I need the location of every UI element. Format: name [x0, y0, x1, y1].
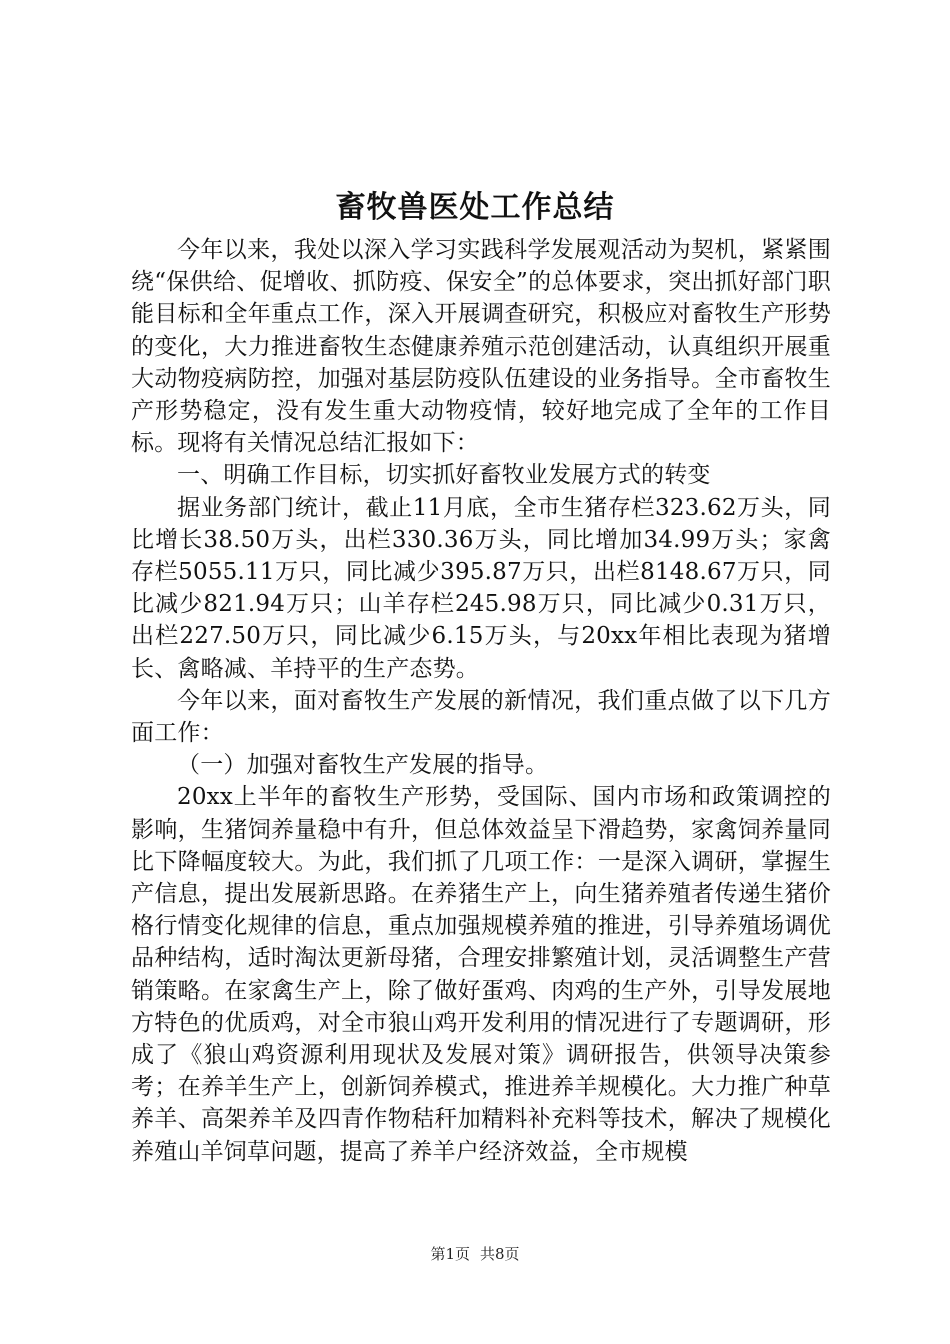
page-total: 共8页: [480, 1245, 520, 1263]
paragraph-statistics: 据业务部门统计，截止11月底，全市生猪存栏323.62万头，同比增长38.50万头，出栏330.36万头，同比增加34.99万头；家禽存栏5055.11万只，同比减少395.87万只，出栏8148.67万只，同比减少821.94万只；山羊存栏245.98万只，同比减少0.31万只，出栏227.50万只，同比减少6.15万头，与20xx年相比表现为猪增长、禽略减、羊持平的生产态势。: [131, 494, 831, 682]
page-footer: [0, 1244, 950, 1264]
section-heading-1: 一、明确工作目标，切实抓好畜牧业发展方式的转变: [177, 462, 711, 489]
paragraph-work-overview: 今年以来，面对畜牧生产发展的新情况，我们重点做了以下几方面工作：: [131, 687, 831, 747]
page-number: 第1页: [430, 1245, 470, 1263]
paragraph-production-guidance: 20xx上半年的畜牧生产形势，受国际、国内市场和政策调控的影响，生猪饲养量稳中有升，但总体效益呈下滑趋势，家禽饲养量同比下降幅度较大。为此，我们抓了几项工作：一是深入调研，掌握生产信息，提出发展新思路。在养猪生产上，向生猪养殖者传递生猪价格行情变化规律的信息，重点加强规模养殖的推进，引导养殖场调优品种结构，适时淘汰更新母猪，合理安排繁殖计划，灵活调整生产营销策略。在家禽生产上，除了做好蛋鸡、肉鸡的生产外，引导发展地方特色的优质鸡，对全市狼山鸡开发利用的情况进行了专题调研，形成了《狼山鸡资源利用现状及发展对策》调研报告，供领导决策参考；在养羊生产上，创新饲养模式，推进养羊规模化。大力推广种草养羊、高架养羊及四青作物秸秆加精料补充料等技术，解决了规模化养殖山羊饲草问题，提高了养羊户经济效益，全市规模: [131, 784, 831, 1165]
paragraph-intro: 今年以来，我处以深入学习实践科学发展观活动为契机，紧紧围绕“保供给、促增收、抓防疫、保安全”的总体要求，突出抓好部门职能目标和全年重点工作，深入开展调查研究，积极应对畜牧生产形势的变化，大力推进畜牧生态健康养殖示范创建活动，认真组织开展重大动物疫病防控，加强对基层防疫队伍建设的业务指导。全市畜牧生产形势稳定，没有发生重大动物疫情，较好地完成了全年的工作目标。现将有关情况总结汇报如下：: [131, 237, 831, 457]
document-body: [131, 234, 831, 1168]
document-title: 畜牧兽医处工作总结: [335, 190, 615, 225]
subsection-heading-1: （一）加强对畜牧生产发展的指导。: [177, 752, 549, 779]
